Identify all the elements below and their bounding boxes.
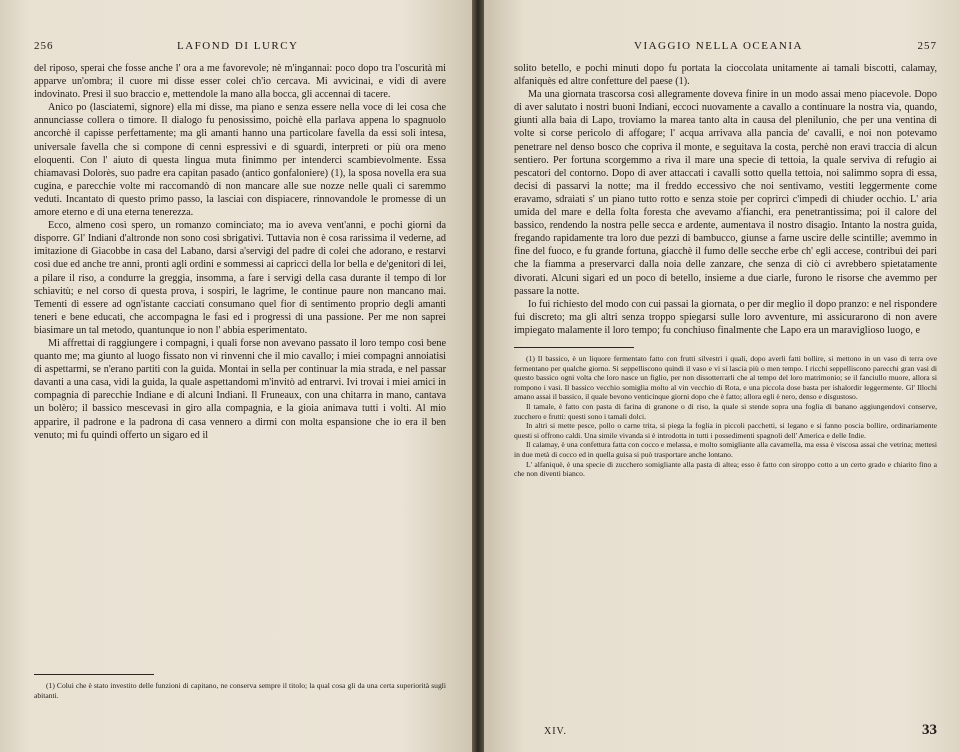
right-footnote-4: Il calamay, è una confettura fatta con cocco e melassa, e molto somigliante alla cavamella, ma essa è viscosa assai che vetrina; mettesi in due metà di cocco ed in quella guisa si può trasportare anche lontano. (514, 440, 937, 459)
right-footnote-3: In altri si mette pesce, pollo o carne trita, si piega la foglia in piccoli pacchetti, si legano e si fanno poscia bollire, ordinariamente questi si offrono caldi. Una simile vivanda si è introdotta in tutti i possedimenti spagnoli dell' America e delle Indie. (514, 421, 937, 440)
right-footnote-2: Il tamale, è fatto con pasta di farina di granone o di riso, la quale si stende sopra una foglia di banano aggiungendovi conserve, zucchero e frutti: questi sono i tamali dolci. (514, 401, 937, 421)
signature-mark: XIV. (544, 726, 567, 737)
right-footnote-1: (1) Il bassico, è un liquore fermentato fatto con frutti silvestri i quali, dopo averli fatti bollire, si mettono in un vaso di terra ove fermentano per qualche giorno. Si seppelliscono quindi il vaso e vi si lascia più o men tempo. I ricchi seppelliscono parecchi gran vasi di questo bassico ogni volta che loro nasce un figlio, per non dissotterrarli che al tempo del loro matrimonio; se il fanciullo muore, allora si rompono i vasi. Il bassico vecchio somiglia molto al vin vecchio di Rota, e una piccola dose basta per ishalordir leggermente. Gl' Illochi amano assai il bassico, il quale bevono venticinque giorni dopo che è fatto; allora egli è nero, denso e disgustoso. (514, 353, 937, 402)
left-paragraph-1: del riposo, sperai che fosse anche l' ora a me favorevole; nè m'ingannai: poco dopo tra l'oscurità mi apparve un'ombra; il cuore mi disse esser colei ch'io cercava. Mi avvicinai, e vidi di avere indovinato. Presi il suo braccio e, mettendole la mano alla bocca, gli accennai di tacere. (34, 63, 446, 101)
right-page (484, 0, 959, 752)
left-body (34, 62, 446, 442)
right-running-head (514, 40, 937, 52)
right-footnote-rule (514, 347, 634, 348)
left-footnote-1: (1) Colui che è stato investito delle funzioni di capitano, ne conserva sempre il titolo; la qual cosa gli da una certa superiorità sugli abitanti. (34, 681, 446, 700)
sheet-number: 33 (922, 722, 937, 738)
left-paragraph-2: Anico po (lasciatemi, signore) ella mi disse, ma piano e senza essere nella voce di lei cosa che annunciasse collera o timore. Il dialogo fu penosissimo, poichè ella parlava appena lo spagnuolo ancorchè il capisse perfettamente; ma gli amanti hanno una particolare favella da essi soli intesa, universale favella che si compone di cenni espressivi e di sguardi, interpreti or più ora meno eloquenti. Con l' aiuto di questa lingua muta finimmo per intenderci scambievolmente. Essa chiamavasi Dolorès, suo padre era capitan pasado (antico gonfaloniere) (1), la sposa novella era sua cugina, e parecchie volte mi raccomandò di non mancare alle sue nozze nelle quali ci saremmo veduti. Incantato di questo primo passo, la lasciai con dispiacere, rinnovandole le promesse di un amore eterno e di una eterna tenerezza. (34, 102, 446, 219)
right-paragraph-3: Io fui richiesto del modo con cui passai la giornata, o per dir meglio il dopo pranzo: e nel rispondere fui discreto; ma gli altri senza troppo spiegarsi sulle loro avventure, mi assicurarono di non avere impiegato malamente il loro tempo; fu conchiuso finalmente che Lapo era un maraviglioso luogo, e (514, 298, 937, 336)
left-title: LAFOND DI LURCY (177, 40, 299, 52)
right-paragraph-1: solito betello, e pochi minuti dopo fu portata la cioccolata unitamente ai tamali biscotti, calamay, alfaniquès ed altre confetture del paese (1). (514, 63, 937, 88)
gutter (472, 0, 484, 752)
right-title: VIAGGIO NELLA OCEANIA (634, 40, 803, 52)
right-folio: 257 (917, 40, 937, 52)
left-running-head (34, 40, 446, 52)
left-footnote-rule (34, 674, 154, 675)
left-paragraph-4: Mi affrettai di raggiungere i compagni, i quali forse non avevano passato il loro tempo così bene quanto me; ma giunto al luogo fissato non vi rinvenni che il mio cavallo; i miei compagni annoiatisi di aspettarmi, se n'erano partiti con la guida. Montai in sella per continuar la mia strada, e nel passar davanti a una casa, vidi la guida, la quale aspettandomi m'invitò ad entrarvi. Ivi trovai i miei amici in compagnia di parecchie Indiane e di alcuni Indiani. Il Fruneaux, con una chitarra in mano, cantava un bolèro; il bassico mescevasi in giro alla compagnia, e la gioia animava tutti i volti. Al mio apparire, il padrone e la padrona di casa vennero a dirmi con molta espansione che io era il ben venuto; mi fu quindi offerto un sigaro ed il (34, 337, 446, 441)
right-body (514, 62, 937, 337)
left-page (0, 0, 472, 752)
left-folio: 256 (34, 40, 54, 52)
left-paragraph-3: Ecco, almeno così spero, un romanzo cominciato; ma io aveva vent'anni, e pochi giorni da disporre. Gl' Indiani d'altronde non sono così sbrigativi. Tuttavia non è cosa rarissima il vederne, ad imitazione di Giacobbe in casa del Labano, darsi a'servigi del padre di colei che adorano, e restarvi così due ed anche tre anni, pronti agli ordini e sommessi ai capricci della lor bella e de'genitori di lei, a pilare il riso, a condurre la greggia, insomma, a fare i servigi della casa durante il tempo di lor schiavitù; e nel corso di questa prova, i sospiri, le lagrime, le continue paure non mancano mai. Tementi di essere ad ogn'istante cacciati consumano quel fior di sentimento proprio degli amanti teneri e bene educati, che accompagna le fasi ed i progressi di una passione. Per me non saprei biasimare un tal metodo, quantunque io non l' abbia esperimentato. (34, 220, 446, 336)
right-paragraph-2: Ma una giornata trascorsa così allegramente doveva finire in un modo assai meno piacevole. Dopo di aver salutato i nostri buoni Indiani, eccoci nuovamente a cavallo a continuare la nostra via, quando, giunti alla baia di Lapo, troviamo la marea tanto alta in causa del plenilunio, che per una ventina di volte si corse pericolo di affogare; l' acqua arrivava alla pancia de' cavalli, e noi non potevamo penetrare nel denso bosco che copriva il monte, e seguitava la costa, perchè non eravi traccia di alcun sentiero. Per fortuna scorgemmo a riva il mare una specie di tettoia, la quale serviva di refugio ai pescatori del contorno. Dopo di aver attaccati i cavalli sotto quella tettoia, noi salimmo sopra di essa, decisi di passarvi la notte; ma il freddo eccessivo che noi sentivamo, vestiti leggermente come eravamo, sdraiati s' un piano tutto rotto e senza stoie per coprirci c'impedì di chiuder occhio. L' aria umida del mare e della folta foresta che avevamo a'fianchi, era penetrantissima; poi il calore del bassico, rendendo la nostra pelle secca e ardente, aumentava il nostro disagio. Intanto la nostra guida, fregando rapidamente tra loro due pezzi di bambucco, giunse a farne uscire delle scintille; avemmo in fine del fuoco, e fu grande fortuna, giacchè il fumo delle secche erbe ch' egli accese, contribuì dei pari che la fiamma a preservarci dalla noia delle zanzare, che senza di ciò ci avrebbero spietatamente divorati. Alcuni sigari ed un poco di betello, insieme a due ciarle, furono le risorse che avemmo per passare la notte. (514, 89, 937, 297)
right-page-foot (514, 722, 937, 739)
right-footnote-5: L' alfaniquè, è una specie di zucchero somigliante alla pasta di altea; esso è fatto con siroppo cotto a un certo grado e chiarito fino a che non diventi bianco. (514, 459, 937, 479)
left-footnotes (34, 664, 446, 700)
right-footnotes (514, 347, 937, 479)
